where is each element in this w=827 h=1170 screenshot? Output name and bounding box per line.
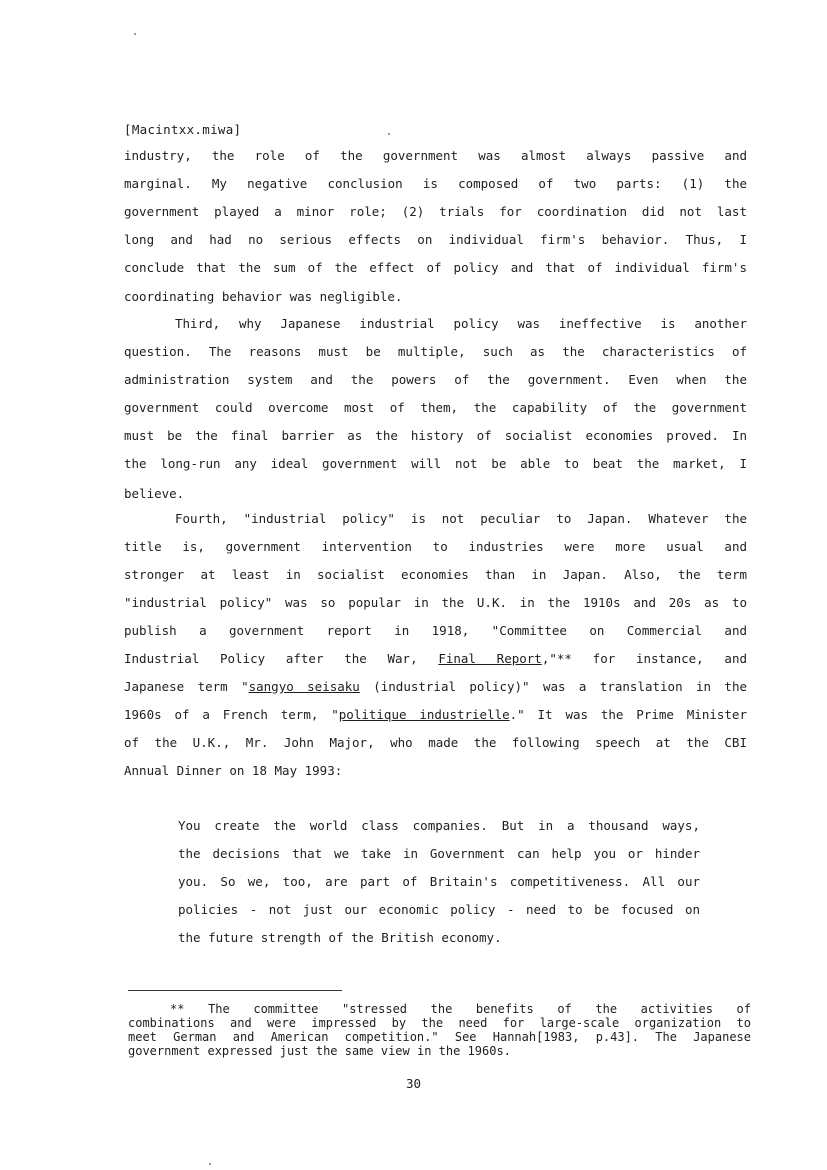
body-line: marginal. My negative conclusion is composed of two parts: (1) the bbox=[124, 176, 747, 191]
body-line bbox=[124, 707, 747, 723]
footnote-line: ** The committee "stressed the benefits of the activities of bbox=[170, 1002, 751, 1016]
text-run: 1960s of a French term, " bbox=[124, 707, 339, 722]
text-run: (industrial policy)" was a translation in the bbox=[359, 679, 748, 694]
body-line: must be the final barrier as the history of socialist economies proved. In bbox=[124, 428, 747, 443]
body-line: stronger at least in socialist economies than in Japan. Also, the term bbox=[124, 567, 747, 582]
body-line: publish a government report in 1918, "Committee on Commercial and bbox=[124, 623, 747, 638]
scan-speck bbox=[388, 133, 390, 135]
body-line: industry, the role of the government was almost always passive and bbox=[124, 148, 747, 163]
scan-speck bbox=[134, 33, 136, 35]
body-line: Annual Dinner on 18 May 1993: bbox=[124, 763, 343, 778]
body-line: question. The reasons must be multiple, such as the characteristics of bbox=[124, 344, 747, 359]
underlined-term: sangyo seisaku bbox=[248, 679, 360, 694]
text-run: Industrial Policy after the War, bbox=[124, 651, 439, 666]
body-line: of the U.K., Mr. John Major, who made the following speech at the CBI bbox=[124, 735, 747, 750]
body-line: believe. bbox=[124, 486, 185, 501]
body-line: coordinating behavior was negligible. bbox=[124, 289, 403, 304]
body-line: government could overcome most of them, the capability of the government bbox=[124, 400, 747, 415]
quote-line: the decisions that we take in Government can help you or hinder bbox=[178, 846, 700, 861]
body-line: long and had no serious effects on individual firm's behavior. Thus, I bbox=[124, 232, 747, 247]
body-line: Third, why Japanese industrial policy was ineffective is another bbox=[175, 316, 747, 331]
text-run: Japanese term " bbox=[124, 679, 249, 694]
body-line: title is, government intervention to industries were more usual and bbox=[124, 539, 747, 554]
body-line: government played a minor role; (2) trials for coordination did not last bbox=[124, 204, 747, 219]
page-number: 30 bbox=[405, 1076, 422, 1091]
footnote-line: combinations and were impressed by the need for large-scale organization to bbox=[128, 1016, 751, 1030]
body-line: the long-run any ideal government will not be able to beat the market, I bbox=[124, 456, 747, 471]
quote-line: the future strength of the British economy. bbox=[178, 930, 502, 945]
footnote-rule bbox=[128, 990, 342, 991]
text-run: ." It was the Prime Minister bbox=[509, 707, 747, 722]
underlined-term: politique industrielle bbox=[338, 707, 510, 722]
body-line bbox=[124, 679, 747, 695]
text-run: ,"** for instance, and bbox=[541, 651, 747, 666]
body-line bbox=[124, 651, 747, 667]
body-line: administration system and the powers of the government. Even when the bbox=[124, 372, 747, 387]
footnote-line: meet German and American competition." See Hannah[1983, p.43]. The Japanese bbox=[128, 1030, 751, 1044]
footnote-line: government expressed just the same view in the 1960s. bbox=[128, 1044, 511, 1058]
underlined-title: Final Report bbox=[438, 651, 542, 666]
body-line: "industrial policy" was so popular in the U.K. in the 1910s and 20s as to bbox=[124, 595, 747, 610]
quote-line: you. So we, too, are part of Britain's competitiveness. All our bbox=[178, 874, 700, 889]
body-line: Fourth, "industrial policy" is not peculiar to Japan. Whatever the bbox=[175, 511, 747, 526]
quote-line: You create the world class companies. But in a thousand ways, bbox=[178, 818, 700, 833]
quote-line: policies - not just our economic policy - need to be focused on bbox=[178, 902, 700, 917]
file-code-header: [Macintxx.miwa] bbox=[124, 122, 242, 137]
scan-speck bbox=[209, 1163, 211, 1165]
body-line: conclude that the sum of the effect of policy and that of individual firm's bbox=[124, 260, 747, 275]
